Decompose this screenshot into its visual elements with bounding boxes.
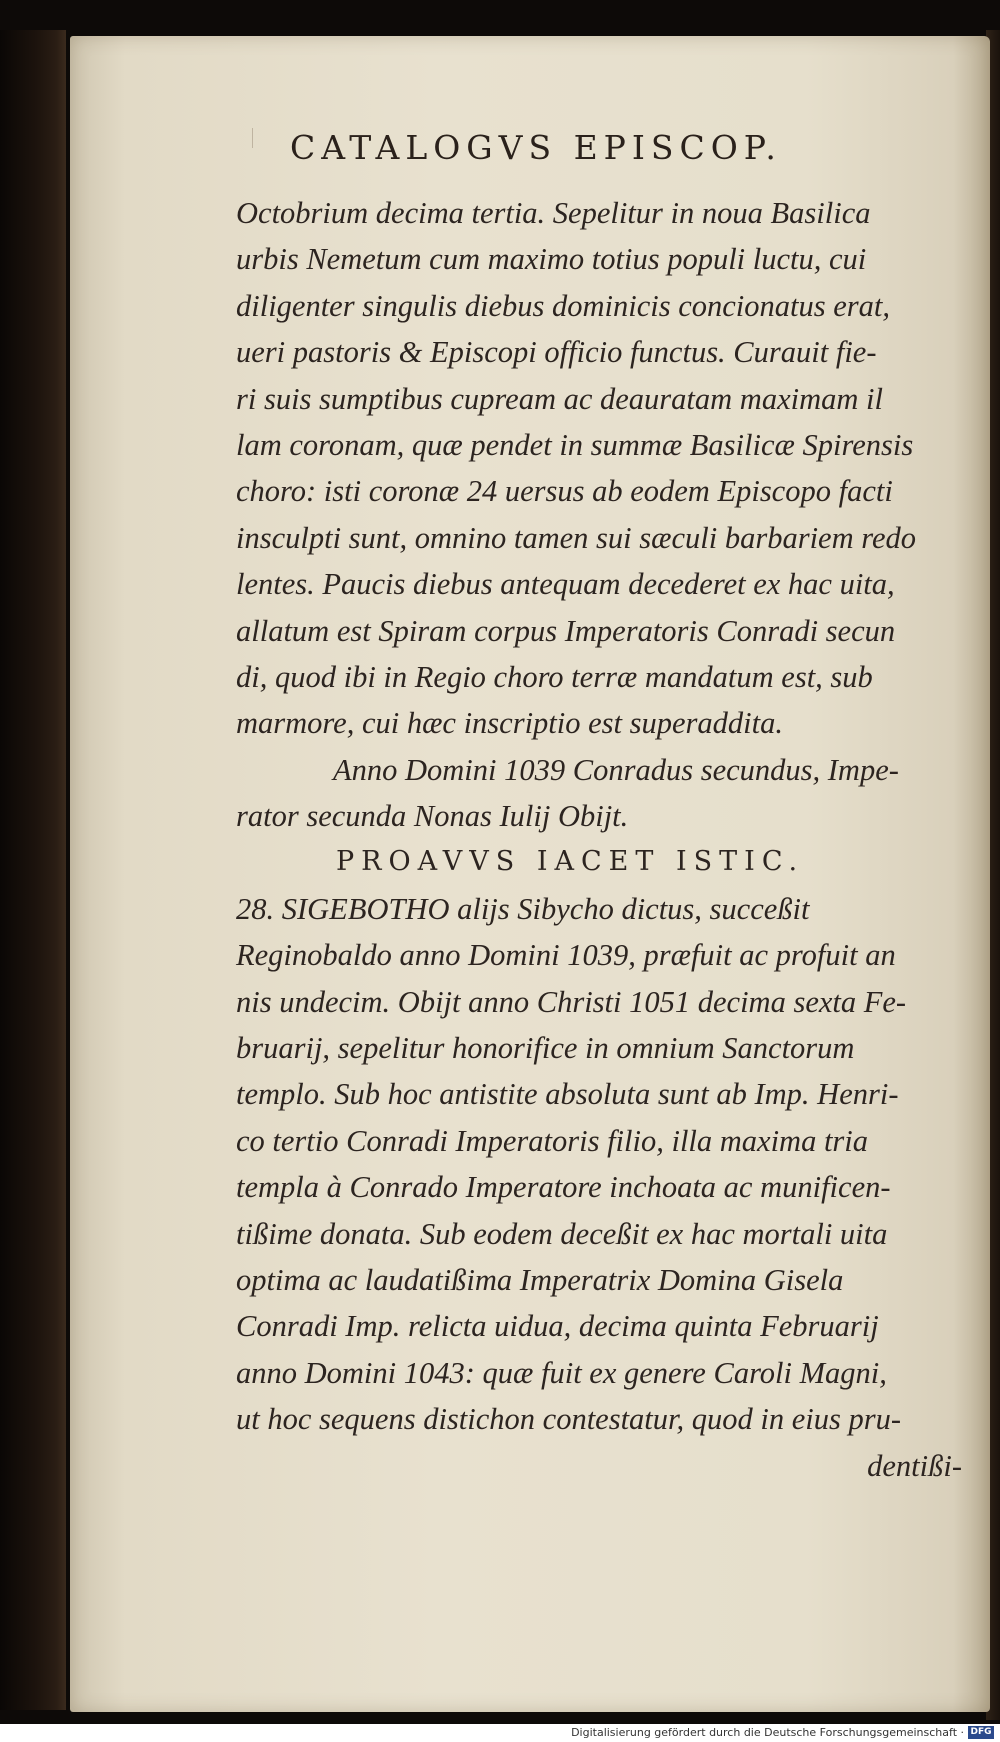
catchword: dentißi- <box>867 1448 962 1483</box>
text-line: Octobrium decima tertia. Sepelitur in noua Basilica <box>236 196 871 230</box>
text-line: diligenter singulis diebus dominicis concionatus erat, <box>236 288 891 323</box>
text-line: allatum est Spiram corpus Imperatoris Conradi secun <box>236 613 896 648</box>
text-line: urbis Nemetum cum maximo totius populi luctu, cui <box>236 242 867 277</box>
entry-line: optima ac laudatißima Imperatrix Domina Gisela <box>236 1262 844 1297</box>
entry-line: 28. SIGEBOTHO alijs Sibycho dictus, succeßit <box>236 891 810 926</box>
text-line: insculpti sunt, omnino tamen sui sæculi barbariem redo <box>236 520 917 555</box>
footer-credit: Digitalisierung gefördert durch die Deutsche Forschungsgemeinschaft · <box>571 1726 964 1739</box>
text-line: di, quod ibi in Regio choro terræ mandatum est, sub <box>236 659 873 694</box>
book-binding-edge <box>0 30 66 1710</box>
text-line: ri suis sumptibus cupream ac deauratam maximam il <box>236 381 883 416</box>
inscription-line: Anno Domini 1039 Conradus secundus, Impe- <box>333 752 899 787</box>
text-line: lam coronam, quæ pendet in summæ Basilicæ Spirensis <box>236 427 914 462</box>
text-line: choro: isti coronæ 24 uersus ab eodem Episcopo facti <box>236 474 893 509</box>
inscription-caps-line: PROAVVS IACET ISTIC. <box>336 846 805 878</box>
entry-line: nis undecim. Obijt anno Christi 1051 decima sexta Fe- <box>236 984 907 1019</box>
entry-line: Conradi Imp. relicta uidua, decima quinta Februarij <box>236 1309 879 1344</box>
text-line: lentes. Paucis diebus antequam decederet ex hac uita, <box>236 567 895 602</box>
entry-line: tißime donata. Sub eodem deceßit ex hac mortali uita <box>236 1216 888 1251</box>
entry-line: ut hoc sequens distichon contestatur, quod in eius pru- <box>236 1402 902 1437</box>
page-number-mark <box>252 128 261 148</box>
entry-line: Reginobaldo anno Domini 1039, præfuit ac profuit an <box>236 938 896 973</box>
inscription-line: rator secunda Nonas Iulij Obijt. <box>236 799 629 834</box>
entry-line: templa à Conrado Imperatore inchoata ac munificen- <box>236 1170 891 1205</box>
entry-line: co tertio Conradi Imperatoris filio, illa maxima tria <box>236 1123 869 1158</box>
text-block <box>236 190 962 1489</box>
dfg-logo: DFG <box>968 1726 994 1739</box>
entry-line: anno Domini 1043: quæ fuit ex genere Caroli Magni, <box>236 1355 887 1390</box>
entry-line: bruarij, sepelitur honorifice in omnium Sanctorum <box>236 1031 855 1066</box>
text-line: marmore, cui hæc inscriptio est superaddita. <box>236 706 783 741</box>
text-line: ueri pastoris & Episcopi officio functus. Curauit fie- <box>236 335 877 370</box>
entry-line: templo. Sub hoc antistite absoluta sunt ab Imp. Henri- <box>236 1077 899 1112</box>
running-head: CATALOGVS EPISCOP. <box>290 128 782 167</box>
